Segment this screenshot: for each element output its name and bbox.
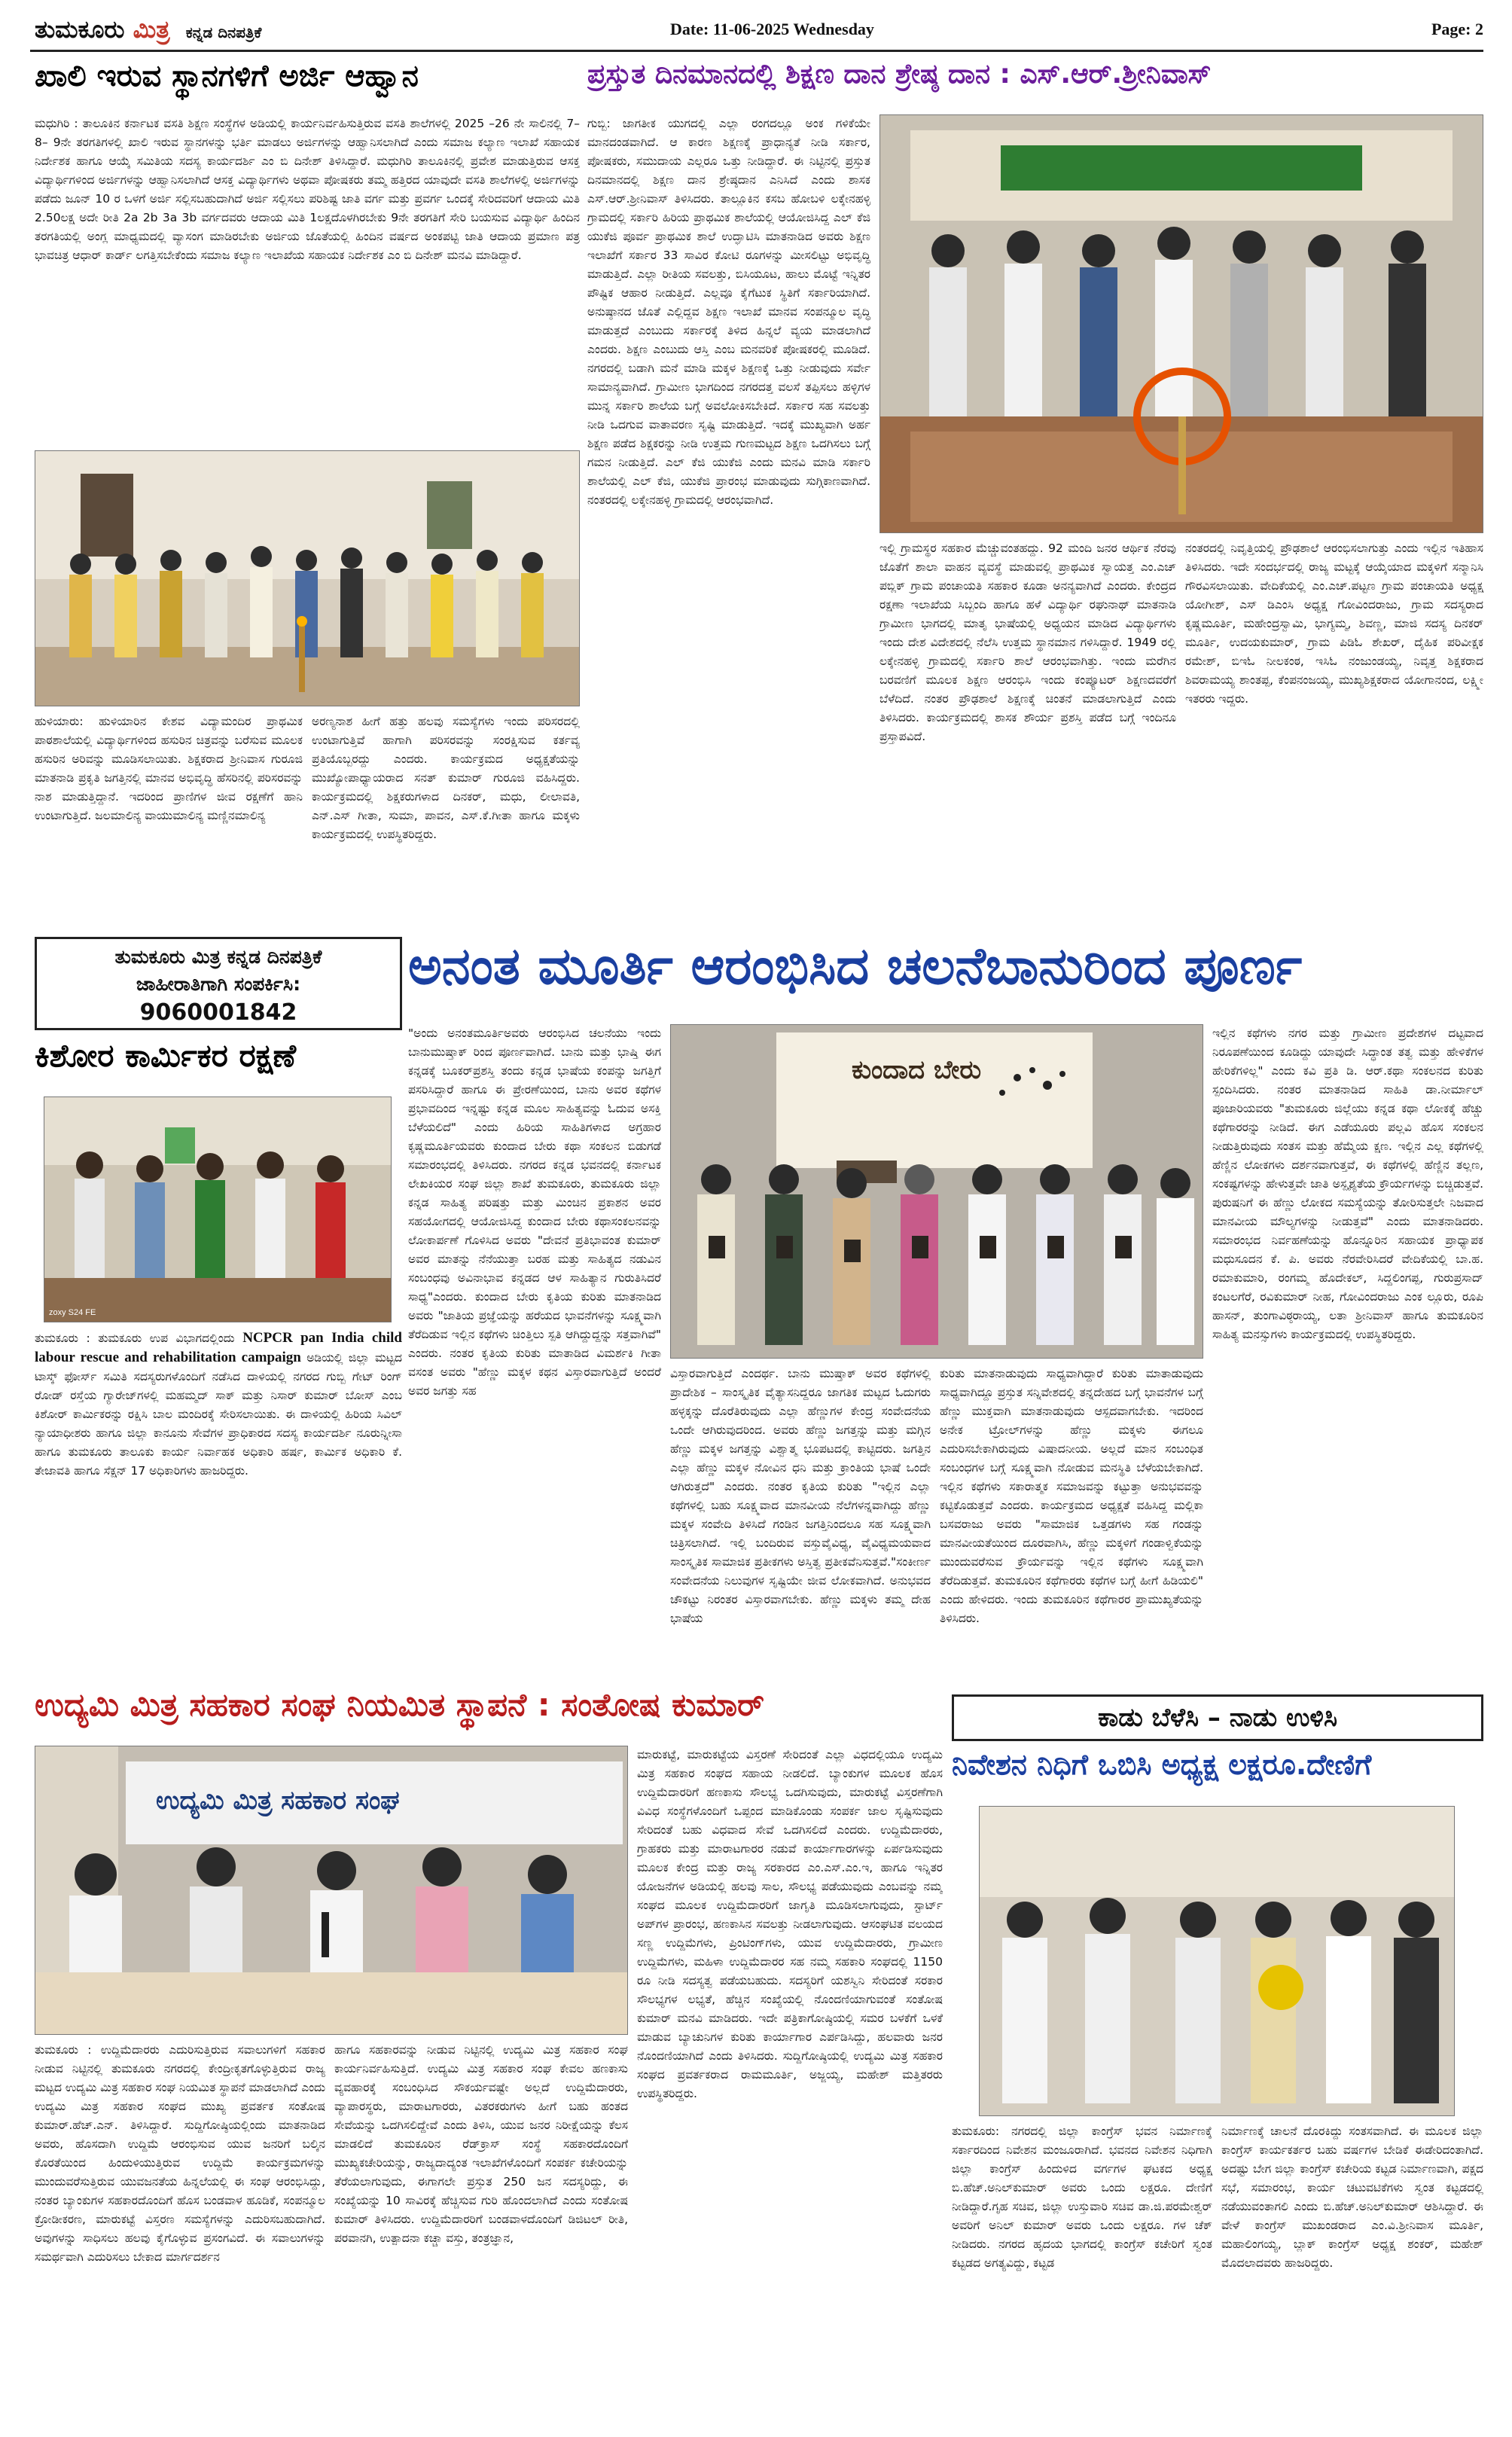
article5-col1: ತುಮಕೂರು : ಉದ್ದಿಮೆದಾರರು ಎದುರಿಸುತ್ತಿರುವ ಸವಾಲುಗಳಿಗೆ ಸಹಕಾರ ನೀಡುವ ನಿಟ್ಟಿನಲ್ಲಿ ತುಮಕೂರು ನಗರದಲ್ಲಿ ಕೇಂದ್ರೀಕೃತಗೊಳ್ಳುತ್ತಿರುವ ರಾಜ್ಯ ಮಟ್ಟದ ಉದ್ಯಮಿ ಮಿತ್ರ ಸಹಕಾರ ಸಂಘ ನಿಯಮಿತ ಸ್ಥಾಪನೆ ಮಾಡಲಾಗಿದೆ ಎಂದು ಉದ್ಯಮಿ ಮಿತ್ರ ಸಹಕಾರ ಸಂಘದ ಮುಖ್ಯ ಪ್ರವರ್ತಕ ಸಂತೋಷ ಕುಮಾರ್.ಹೆಚ್.ಎನ್. ತಿಳಿಸಿದ್ದಾರೆ. ಸುದ್ದಿಗೋಷ್ಠಿಯಲ್ಲಿಂದು ಮಾತನಾಡಿದ ಅವರು, ಹೊಸದಾಗಿ ಉದ್ದಿಮೆ ಆರಂಭಿಸುವ ಯುವ ಜನರಿಗೆ ಬಲ್ಕಿನ ಕೊರತೆಯಿಂದ ಹಿಂದುಳಿಯುತ್ತಿರುವ ಉದ್ದಿಮೆ ಕಾರ್ಯಕ್ರಮಗಳನ್ನು ಮುಂದುವರೆಸುತ್ತಿರುವ ಯುವಜನತೆಯ ಹಿನ್ನಲೆಯಲ್ಲಿ ಈ ಸಂಘ ಆರಂಭಿಸಿದ್ದು, ನಂತರ ಬ್ಯಾಂಕುಗಳ ಸಹಕಾರದೊಂದಿಗೆ ಹೊಸ ಬಂಡವಾಳ ಹೂಡಿಕೆ, ಸಂಪನ್ಮೂಲ ಕ್ರೋಡೀಕರಣ, ಮಾರುಕಟ್ಟೆ ವಿಸ್ತರಣ ಸಮಸ್ಯೆಗಳನ್ನು ಎದುರಿಸಬಹುದಾಗಿದೆ. ಅವುಗಳನ್ನು ಸಾಧಿಸಲು ಹಲವು ಕೈಗೊಳ್ಳುವ ಪ್ರಸಂಗವಿದೆ. ಈ ಸವಾಲುಗಳನ್ನು ಸಮರ್ಥವಾಗಿ ಎದುರಿಸಲು ಬೇಕಾದ ಮಾರ್ಗದರ್ಶನ [35, 2043, 325, 2264]
article4-col1: "ಅಂದು ಅನಂತಮೂರ್ತಿಅವರು ಆರಂಭಿಸಿದ ಚಲನೆಯು ಇಂದು ಬಾನುಮುಷ್ತಾಕ್ ರಿಂದ ಪೂರ್ಣವಾಗಿದೆ. ಬಾನು ಮತ್ತು ಭಾಷ್ತಿ ಈಗ ಕನ್ನಡಕ್ಕೆ ಬೂಕರ್‌ಪ್ರಶಸ್ತಿ ತಂದು ಕನ್ನಡ ಭಾಷೆಯ ಕಂಪನ್ನು ಜಗತ್ತಿಗೆ ಪಸರಿಸಿದ್ದಾರೆ ಹಾಗೂ ಈ ಪ್ರೇರಣೆಯಿಂದ, ಬಾನು ಅವರ ಕಥೆಗಳ ಪ್ರಭಾವದಿಂದ ಇನ್ನಷ್ಟು ಕನ್ನಡ ಮೂಲ ಸಾಹಿತ್ಯವನ್ನು ಓದುವ ಅಸಕ್ತಿ ಬೆಳೆಯಲಿದೆ" ಎಂದು ಹಿರಿಯ ಸಾಹಿತಿಗಳಾದ ಅಗ್ರಹಾರ ಕೃಷ್ಣಮೂರ್ತಿಯವರು ಕುಂದಾದ ಬೇರು ಕಥಾ ಸಂಕಲನ ಬಿಡುಗಡೆ ಸಮಾರಂಭದಲ್ಲಿ ತಿಳಿಸಿದರು. ನಗರದ ಕನ್ನಡ ಭವನದಲ್ಲಿ ಕರ್ನಾಟಕ ಲೇಖಕಿಯರ ಸಂಘ ಜಿಲ್ಲಾ ಶಾಖೆ ತುಮಕೂರು, ತುಮಕೂರು ಜಿಲ್ಲಾ ಕನ್ನಡ ಸಾಹಿತ್ಯ ಪರಿಷತ್ತು ಮತ್ತು ಮಿಂಚಿನ ಪ್ರಕಾಶನ ಅವರ ಸಹಯೋಗದಲ್ಲಿ ಆಯೋಜಿಸಿದ್ದ ಕುಂದಾದ ಬೇರು ಕಥಾಸಂಕಲನವನ್ನು ಲೋಕಾರ್ಪಣೆ ಗೊಳಿಸಿದ ಅವರು "ದೇವನೆ ಪ್ರತಿಭಾವಂತ ಕುಮಾರ್ ಅವರ ಮಾತನ್ನು ನೆನೆಯುತ್ತಾ ಬರಹ ಮತ್ತು ಸಾಹಿತ್ಯದ ನಡುವಿನ ಸಂಬಂಧವು ಅವಿನಾಭಾವ ಕನ್ನಡದ ಆಳ ಸಾಹಿತ್ಯಾನ ಗುರುತಿಸಿದರೆ ಸಾಧ್ಯ"ಎಂದರು. ಕುಂದಾದ ಬೇರು ಕೃತಿಯ ಕುರಿತು ಮಾತನಾಡಿದ ಅವರು "ಜಾತಿಯ ಪ್ರಜ್ಞೆಯನ್ನು ಹರೆಯದ ಭಾವನೆಗಳನ್ನು ಸೂಕ್ಷ್ಮವಾಗಿ ತೆರೆದಿಡುವ ಇಲ್ಲಿನ ಕಥೆಗಳು ಚಿಂತ್ತಿಲು ಸ್ಪತಿ ಆಗಿದ್ದುದ್ದನ್ನು ಸತ್ತವಾಗಿವೆ" ಎಂದರು. ನಂತರ ಕೃತಿಯ ಕುರಿತು ಮಾತಾಡಿದ ವಿಮರ್ಶಕಿ ಗೀತಾ ವಸಂತ ಅವರು "ಹೆಣ್ಣು ಮಕ್ಕಳ ಕಥನ ವಿಸ್ತಾರವಾಗುತ್ತಿದೆ ಅಂದರೆ ಅವರ ಜಗತ್ತು ಸಹ [408, 1026, 661, 1398]
article6-col1: ತುಮಕೂರು: ನಗರದಲ್ಲಿ ಜಿಲ್ಲಾ ಕಾಂಗ್ರೆಸ್ ಭವನ ನಿರ್ಮಾಣಕ್ಕೆ ಸರ್ಕಾರದಿಂದ ನಿವೇಶನ ಮಂಜೂರಾಗಿದೆ. ಭವನದ ನಿವೇಶನ ನಿಧಿಗಾಗಿ ಜಿಲ್ಲಾ ಕಾಂಗ್ರೆಸ್ ಹಿಂದುಳಿದ ವರ್ಗಗಳ ಘಟಕದ ಅಧ್ಯಕ್ಷ ಬಿ.ಹೆಚ್.ಅನಿಲ್‌ಕುಮಾರ್ ಅವರು ಒಂದು ಲಕ್ಷರೂ. ದೇಣಿಗೆ ನೀಡಿದ್ದಾರೆ.ಗೃಹ ಸಚಿವ, ಜಿಲ್ಲಾ ಉಸ್ತುವಾರಿ ಸಚಿವ ಡಾ.ಜಿ.ಪರಮೇಶ್ವರ್ ಅವರಿಗೆ ಅನಿಲ್ ಕುಮಾರ್ ಅವರು ಒಂದು ಲಕ್ಷರೂ. ಗಳ ಚೆಕ್ ನೀಡಿದರು. ನಗರದ ಹೃದಯ ಭಾಗದಲ್ಲಿ ಕಾಂಗ್ರೆಸ್ ಕಚೇರಿಗೆ ಸ್ವಂತ ಕಟ್ಟಡದ ಅಗತ್ಯವಿದ್ದು, ಕಟ್ಟಡ [952, 2124, 1212, 2270]
article3-photo-stamp: zoxy S24 FE [49, 1308, 96, 1317]
article6-col2: ನಿರ್ಮಾಣಕ್ಕೆ ಚಾಲನೆ ದೊರಕಿದ್ದು ಸಂತಸವಾಗಿದೆ. ಈ ಮೂಲಕ ಜಿಲ್ಲಾ ಕಾಂಗ್ರೆಸ್ ಕಾರ್ಯಕರ್ತರ ಬಹು ವರ್ಷಗಳ ಬೇಡಿಕೆ ಈಡೇರಿದಂತಾಗಿದೆ. ಅದಷ್ಟು ಬೇಗ ಜಿಲ್ಲಾ ಕಾಂಗ್ರೆಸ್ ಕಚೇರಿಯ ಕಟ್ಟಡ ನಿರ್ಮಾಣವಾಗಿ, ಪಕ್ಷದ ಸಭೆ, ಸಮಾರಂಭ, ಕಾರ್ಯ ಚಟುವಟಿಕೆಗಳು ಸ್ವಂತ ಕಟ್ಟಡದಲ್ಲಿ ನಡೆಯುವಂತಾಗಲಿ ಎಂದು ಬಿ.ಹೆಚ್.ಅನಿಲ್‌ಕುಮಾರ್ ಆಶಿಸಿದ್ದಾರೆ. ಈ ವೇಳೆ ಕಾಂಗ್ರೆಸ್ ಮುಖಂಡರಾದ ಎಂ.ವಿ.ಶ್ರೀನಿವಾಸ ಮೂರ್ತಿ, ಮಹಾಲಿಂಗಯ್ಯ, ಬ್ಲಾಕ್ ಕಾಂಗ್ರೆಸ್ ಅಧ್ಯಕ್ಷ ಶಂಕರ್, ಮಹೇಶ್ ಮೊದಲಾದವರು ಹಾಜರಿದ್ದರು. [1221, 2124, 1483, 2270]
article6-headline: ನಿವೇಶನ ನಿಧಿಗೆ ಒಬಿಸಿ ಅಧ್ಯಕ್ಷ ಲಕ್ಷರೂ.ದೇಣಿಗೆ [952, 1750, 1372, 1781]
donation-handover-photo [980, 1807, 1455, 2116]
article4-banner-text: ಕುಂದಾದ ಬೇರು [852, 1055, 982, 1085]
article1-col2: ಅರಣ್ಯನಾಶ ಹೀಗೆ ಹತ್ತು ಹಲವು ಸಮಸ್ಯೆಗಳು ಇಂದು ಪರಿಸರದಲ್ಲಿ ಉಂಟಾಗುತ್ತಿವೆ ಹಾಗಾಗಿ ಪರಿಸರವನ್ನು ಸಂರಕ್ಷಿಸುವ ಕರ್ತವ್ಯ ಪ್ರತಿಯೊಬ್ಬರದ್ದು ಎಂದರು. ಕಾರ್ಯಕ್ರಮದ ಅಧ್ಯಕ್ಷತೆಯನ್ನು ಮುಖ್ಯೋಪಾಧ್ಯಾಯರಾದ ಸನತ್ ಕುಮಾರ್ ಗುರೂಜಿ ವಹಿಸಿದ್ದರು. ಕಾರ್ಯಕ್ರಮದಲ್ಲಿ ಶಿಕ್ಷಕರುಗಳಾದ ದಿನಕರ್, ಮಧು, ಲೀಲಾವತಿ, ಎನ್.ಎಸ್ ಗೀತಾ, ಸುಮಾ, ಪಾವನ, ಎಸ್.ಕೆ.ಗೀತಾ ಹಾಗೂ ಮಕ್ಕಳು ಕಾರ್ಯಕ್ರಮದಲ್ಲಿ ಉಪಸ್ಥಿತರಿದ್ದರು. [312, 715, 580, 841]
brand-main: ತುಮಕೂರು [35, 15, 125, 44]
article2-col2: ಇಲ್ಲಿ ಗ್ರಾಮಸ್ಥರ ಸಹಕಾರ ಮೆಚ್ಚುವಂತಹದ್ದು. 92 ಮಂದಿ ಜನರ ಆರ್ಥಿಕ ನೆರವು ಜೊತೆಗೆ ಶಾಲಾ ವಾಹನ ವ್ಯವಸ್ಥೆ ಮಾಡುವಲ್ಲಿ ಪ್ರಾಥಮಿಕ ಸ್ವಾಯತ್ತ ಎಂ.ಎಚ್ ಪಬ್ಲಿಕ್ ಗ್ರಾಮ ಪಂಚಾಯತಿ ಸಹಕಾರ ಕೂಡಾ ಅನನ್ಯವಾಗಿದೆ ಎಂದರು. ಕೇಂದ್ರದ ರಕ್ಷಣಾ ಇಲಾಖೆಯ ಸಿಬ್ಬಂದಿ ಹಾಗೂ ಹಳೆ ವಿದ್ಯಾರ್ಥಿ ರಘುನಾಥ್ ಮಾತನಾಡಿ ಗ್ರಾಮೀಣ ಭಾಗದಲ್ಲಿ ಮಾತೃ ಭಾಷೆಯಲ್ಲಿ ಅಧ್ಯಯನ ಮಾಡಿದ ವಿದ್ಯಾರ್ಥಿಗಳು ಇಂದು ದೇಶ ವಿದೇಶದಲ್ಲಿ ನೆಲೆಸಿ ಉತ್ತಮ ಸ್ಥಾನಮಾನ ಗಳಿಸಿದ್ದಾರೆ. 1949 ರಲ್ಲಿ ಲಕ್ಕೇನಹಳ್ಳಿ ಗ್ರಾಮದಲ್ಲಿ ಸರ್ಕಾರಿ ಶಾಲೆ ಆರಂಭವಾಗಿತ್ತು. ಇಂದು ಮರೆಗಿನ ಬರವಣಿಗೆ ಮೂಲಕ ಶಿಕ್ಷಣ ಆರಂಭಿಸಿ ಇಂದು ಕಂಪ್ಯೂಟರ್ ಶಿಕ್ಷಣದವರೆಗೆ ಬೆಳೆದಿದೆ. ನಂತರ ಪ್ರೌಢಶಾಲೆ ಶಿಕ್ಷಣಕ್ಕೆ ಚಿಂತನೆ ಮಾಡಲಾಗುತ್ತಿದೆ ಎಂದು ತಿಳಿಸಿದರು. ಕಾರ್ಯಕ್ರಮದಲ್ಲಿ ಶಾಸಕ ಶೌರ್ಯ ಪ್ರಶಸ್ತಿ ಪಡೆದ ಬಗ್ಗೆ ಇಂದಿನೂ ಪ್ರಸ್ತಾಪವಿದೆ. [879, 541, 1176, 743]
slogan-text: ಕಾಡು ಬೆಳೆಸಿ – ನಾಡು ಉಳಿಸಿ [1097, 1703, 1338, 1733]
article4-col4: ಇಲ್ಲಿನ ಕಥೆಗಳು ನಗರ ಮತ್ತು ಗ್ರಾಮೀಣ ಪ್ರದೇಶಗಳ ದಟ್ಟವಾದ ನಿರೂಪಣೆಯಿಂದ ಕೂಡಿದ್ದು ಯಾವುದೇ ಸಿದ್ಧಾಂತ ತತ್ವ ಮತ್ತು ಹೇಳಿಕೆಗಳ ಹೇರಿಕೆಗಳಿಲ್ಲ" ಎಂದು ಕವಿ ಪ್ರತಿ ಡಿ. ಆರ್.ಕಥಾ ಸಂಕಲನದ ಕುರಿತು ಸ್ಪಂದಿಸಿದರು. ನಂತರ ಮಾತನಾಡಿದ ಸಾಹಿತಿ ಡಾ.ನೀರ್ಮಾಲ್ ಪೂಜಾರಿಯವರು "ತುಮಕೂರು ಜಿಲ್ಲೆಯು ಕನ್ನಡ ಕಥಾ ಲೋಕಕ್ಕೆ ಹೆಚ್ಚು ಕಥೆಗಾರರನ್ನು ನೀಡಿದೆ. ಈಗ ಎಡೆಯೂರು ಪಲ್ಲವಿ ಹೊಸ ಸಂಕಲನ ನೀಡುತ್ತಿರುವುದು ಸಂತಸ ಮತ್ತು ಹೆಮ್ಮೆಯ ಕ್ಷಣ. ಇಲ್ಲಿನ ಎಲ್ಲ ಕಥೆಗಳಲ್ಲಿ ಹೆಣ್ಣಿನ ಲೋಕಗಳು ದರ್ಶನವಾಗುತ್ತವೆ, ಈ ಕಥೆಗಳಲ್ಲಿ ಹೆಣ್ಣಿನ ತಲ್ಲಣ, ಸಂಕಷ್ಟಗಳನ್ನು ಹೇಳುತ್ತವೇ ಜಾತಿ ಅಸ್ಪೃಶ್ಯತೆಯ ಕ್ರೌರ್ಯಗಳನ್ನು ಬಿಚ್ಚಿಡುತ್ತವೆ. ಪುರುಷನಿಗೆ ಈ ಹೆಣ್ಣು ಲೋಕದ ಸಮಸ್ಯೆಯನ್ನು ತೋರಿಸುತ್ತಲೇ ನಿಜವಾದ ಮಾನವೀಯ ಮೌಲ್ಯಗಳನ್ನು ನೀಡುತ್ತವೆ" ಎಂದು ಮಾತನಾಡಿದರು. ಸಮಾರಂಭದ ನಿರ್ವಹಣೆಯನ್ನು ಹೊನ್ನೂರಿನ ಸಹಾಯಕ ಪ್ರಾಧ್ಯಾಪಕ ಮಧುಸೂದನ ಕೆ. ಪಿ. ಅವರು ನೆರವೇರಿಸಿದರೆ ವೇದಿಕೆಯಲ್ಲಿ ಬಾ.ಹ. ರಮಾಕುಮಾರಿ, ರಂಗಮ್ಮ ಹೊದೇಕಲ್, ಸಿದ್ದಲಿಂಗಪ್ಪ, ಗುರುಪ್ರಸಾದ್ ಕಂಟಲಗೆರೆ, ರವಿಕುಮಾರ್ ನೀಹ, ಗೋವಿಂದರಾಜು ಎಂಕ ಲ್ಲೂರು, ರೂಪಿ ಹಾಸನ್, ತುಂಗಾವಿಠ್ಠರಾಯ್ಯ, ಲತಾ ಶ್ರೀನಿವಾಸ್ ಹಾಗೂ ತುಮಕೂರಿನ ಸಾಹಿತ್ಯ ಮನಸ್ಸುಗಳು ಕಾರ್ಯಕ್ರಮದಲ್ಲಿ ಉಪಸ್ಥಿತರಿದ್ದರು. [1212, 1026, 1483, 1341]
article4-photo [670, 1024, 1203, 1359]
article2-col1: ಗುಬ್ಬಿ: ಜಾಗತೀಕ ಯುಗದಲ್ಲಿ ಎಲ್ಲಾ ರಂಗದಲ್ಲೂ ಅಂಕ ಗಳಿಕೆಯೇ ಮಾನದಂಡವಾಗಿದೆ. ಆ ಕಾರಣ ಶಿಕ್ಷಣಕ್ಕೆ ಪ್ರಾಧಾನ್ಯತೆ ನೀಡಿ ಸರ್ಕಾರ, ಪೋಷಕರು, ಸಮುದಾಯ ಎಲ್ಲರೂ ಒತ್ತು ನೀಡಿದ್ದಾರೆ. ಈ ನಿಟ್ಟಿನಲ್ಲಿ ಪ್ರಸ್ತುತ ದಿನಮಾನದಲ್ಲಿ ಶಿಕ್ಷಣ ದಾನ ಶ್ರೇಷ್ಠದಾನ ಎನಿಸಿದೆ ಎಂದು ಶಾಸಕ ಎಸ್.ಆರ್.ಶ್ರೀನಿವಾಸ್ ತಿಳಿಸಿದರು. ತಾಲ್ಲೂಕಿನ ಕಸಬ ಹೋಬಳಿ ಲಕ್ಕೇನಹಳ್ಳಿ ಗ್ರಾಮದಲ್ಲಿ ಸರ್ಕಾರಿ ಹಿರಿಯ ಪ್ರಾಥಮಿಕ ಶಾಲೆಯಲ್ಲಿ ಆಯೋಜಿಸಿದ್ದ ಎಲ್ ಕೆಜಿ ಯುಕೆಜಿ ಪೂರ್ವ ಪ್ರಾಥಮಿಕ ಶಾಲೆ ಉದ್ಘಾಟಿಸಿ ಮಾತನಾಡಿದ ಅವರು ಶಿಕ್ಷಣ ಇಲಾಖೆಗೆ ಸರ್ಕಾರ 33 ಸಾವಿರ ಕೋಟಿ ರೂಗಳನ್ನು ಮೀಸಲಿಟ್ಟು ಅಭಿವೃದ್ಧಿ ಮಾಡುತ್ತಿದೆ. ಎಲ್ಲಾ ರೀತಿಯ ಸವಲತ್ತು, ಬಿಸಿಯೂಟ, ಹಾಲು ಮೊಟ್ಟೆ ಇನ್ನಿತರ ಪೌಷ್ಟಿಕ ಆಹಾರ ನೀಡುತ್ತಿದೆ. ಎಲ್ಲವೂ ಕೈಗೆಟುಕ ಸ್ಥಿತಿಗೆ ಸರ್ಕಾರಿಯಾಗಿದೆ. ಅನುಷ್ಠಾನದ ಜೊತೆ ಎಲ್ಲಿದ್ದವ ಶಿಕ್ಷಣ ಇಲಾಖೆ ಮಾನವ ಸಂಪನ್ಮೂಲ ವೃದ್ಧಿ ಮಾಡುತ್ತದೆ ಎಂಬುದು ಸರ್ಕಾರಕ್ಕೆ ತಿಳಿದ ಹಿನ್ನಲೆ ವ್ಯಯ ಮಾಡಲಾಗಿದೆ ಎಂದರು. ಶಿಕ್ಷಣ ಎಂಬುದು ಆಸ್ತಿ ಎಂಬ ಮನವರಿಕೆ ಪೋಷಕರಲ್ಲಿ ಮೂಡಿದೆ. ನಗರದಲ್ಲಿ ಬಡಾಗಿ ಮನೆ ಮಾಡಿ ಮಕ್ಕಳ ಶಿಕ್ಷಣಕ್ಕೆ ಒತ್ತು ನೀಡುವುದು ಸರ್ವೇ ಸಾಮಾನ್ಯವಾಗಿದೆ. ಗ್ರಾಮೀಣ ಭಾಗದಿಂದ ನಗರದತ್ತ ವಲಸೆ ತಪ್ಪಿಸಲು ಹಳ್ಳಿಗಳ ಮುನ್ನ ಸರ್ಕಾರಿ ಶಾಲೆಯ ಬಗ್ಗೆ ಅವಲೋಕಿಸಬೇಕಿದೆ. ಸರ್ಕಾರ ಸಹ ಸವಲತ್ತು ನೀಡಿ ಒದಗುವ ವಾತಾವರಣ ಸೃಷ್ಟಿ ಮಾಡುತ್ತಿದೆ. ಇದಕ್ಕೆ ಮುಖ್ಯವಾಗಿ ಅರ್ಹ ಶಿಕ್ಷಣ ಪಡೆದ ಶಿಕ್ಷಕರನ್ನು ನೀಡಿ ಉತ್ತಮ ಗುಣಮಟ್ಟದ ಶಿಕ್ಷಣ ಒದಗಿಸಲು ಬಗ್ಗೆ ಗಮನ ನೀಡುತ್ತಿದೆ. ಎಲ್ ಕೆಜಿ ಯುಕೆಜಿ ಎಂದು ಮನವಿ ಮಾಡಿ ಸರ್ಕಾರಿ ಶಾಲೆಯಲ್ಲಿ ಎಲ್ ಕೆಜಿ, ಯುಕೆಜಿ ಪ್ರಾರಂಭ ಮಾಡುವುದು ಸುಗ್ಗಿಕಾಣವಾಗಿದೆ. ನಂತರದಲ್ಲಿ ಲಕ್ಕೇನಹಳ್ಳಿ ಗ್ರಾಮದಲ್ಲಿ ಆರಂಭವಾಗಿದೆ. [587, 117, 870, 507]
article1-photo [35, 450, 580, 706]
article3-text-bold: NCPCR pan India child labour rescue and rehabilitation campaign [35, 1330, 402, 1365]
slogan-box [952, 1694, 1483, 1741]
article3-photo [44, 1096, 392, 1322]
article2-headline: ಪ್ರಸ್ತುತ ದಿನಮಾನದಲ್ಲಿ ಶಿಕ್ಷಣ ದಾನ ಶ್ರೇಷ್ಠ ದಾನ : ಎಸ್.ಆರ್.ಶ್ರೀನಿವಾಸ್ [587, 60, 1212, 90]
article4-col2: ವಿಸ್ತಾರವಾಗುತ್ತಿದೆ ಎಂದರ್ಥ. ಬಾನು ಮುಷ್ತಾಕ್ ಅವರ ಕಥೆಗಳಲ್ಲಿ ಪ್ರಾದೇಶಿಕ – ಸಾಂಸ್ಕೃತಿಕ ವೈತ್ಯಾಸನಿದ್ದರೂ ಜಾಗತಿಕ ಮಟ್ಟದ ಓದುಗರು ಹಳ್ಳಕ್ಕನ್ನು ದೊರೆತಿರುವುದು ಎಲ್ಲಾ ಹೆಣ್ಣುಗಳ ಕೇಂದ್ರ ಸಂವೇದನೆಯ ಒಂದೇ ಆಗಿರುವುದರಿಂದ. ಅವರು ಹೆಣ್ಣು ಜಗತ್ತನ್ನು ಮತ್ತು ಮಗ್ಗಿನ ಹೆಣ್ಣು ಮಕ್ಕಳ ಜಗತ್ತನ್ನು ವಿಶ್ವಾತ್ಮ ಭೂಪಟದಲ್ಲಿ ಕಾಟ್ಟಿದರು. ಜಗತ್ತಿನ ಎಲ್ಲಾ ಹೆಣ್ಣು ಮಕ್ಕಳ ನೋವಿನ ಧನಿ ಮತ್ತು ಕ್ರಾಂತಿಯ ಭಾಷೆ ಒಂದೇ ಆಗಿರುತ್ತದೆ" ಎಂದರು. ನಂತರ ಕೃತಿಯ ಕುರಿತು "ಇಲ್ಲಿನ ಎಲ್ಲಾ ಕಥೆಗಳಲ್ಲಿ ಬಹು ಸೂಕ್ಷ್ಮವಾದ ಮಾನವೀಯ ನೆಲೆಗಳನ್ನವಾಗಿದ್ದು ಹೆಣ್ಣು ಮಕ್ಕಳ ಸಂವೇದಿ ತಿಳಿಸಿದೆ ಗಂಡಿನ ಜಗತ್ತಿನಿಂದಲೂ ಸಹ ಸೂಕ್ಷ್ಮವಾಗಿ ಚಿತ್ರಿಸಲಾಗಿದೆ. ಇಲ್ಲಿ ಬಂದಿರುವ ವಸ್ತುವೈವಿಧ್ಯ, ವೈವಿಧ್ಯಮಯವಾದ ಸಾಂಸ್ಕೃತಿಕ ಸಾಮಾಜಿಕ ಪ್ರತೀಕಗಳು ಅಸ್ತಿತ್ವ ಪ್ರತೀಕವೆನಿಸುತ್ತವೆ."ಸಂಕೀರ್ಣ ಸಂವೇದನೆಯ ನಿಲುವುಗಳ ಸೃಷ್ಟಿಯೇ ಜೀವ ಲೋಕವಾಗಿದೆ. ಅನುಭವದ ಚೌಕಟ್ಟು ನಿರಂತರ ವಿಸ್ತಾರವಾಗಬೇಕು. ಹೆಣ್ಣು ಮಕ್ಕಳು ತಮ್ಮ ದೇಹ ಭಾಷೆಯ [670, 1367, 931, 1625]
article5-col3: ಮಾರುಕಟ್ಟೆ, ಮಾರುಕಟ್ಟೆಯ ವಿಸ್ತರಣೆ ಸೇರಿದಂತೆ ಎಲ್ಲಾ ವಿಧದಲ್ಲಿಯೂ ಉದ್ಯಮಿ ಮಿತ್ರ ಸಹಕಾರ ಸಂಘದ ಸಹಾಯ ನೀಡಲಿದೆ. ಬ್ಯಾಂಕುಗಳ ಮೂಲಕ ಹೊಸ ಉದ್ದಿಮೆದಾರರಿಗೆ ಹಣಕಾಸು ಸೌಲಭ್ಯ ಒದಗಿಸುವುದು, ಮಾರುಕಟ್ಟೆ ವಿಸ್ತರಣೆಗಾಗಿ ವಿವಿಧ ಸಂಸ್ಥೆಗಳೊಂದಿಗೆ ಒಪ್ಪಂದ ಮಾಡಿಕೊಂಡು ಸಂಪರ್ಕ ಜಾಲ ಸೃಷ್ಟಿಸುವುದು ಸೇರಿದಂತೆ ಬಹು ವಿಧವಾದ ಸೇವೆ ಒದಗಿಸಲಿದೆ ಎಂದರು. ಉದ್ದಿಮೆದಾರರು, ಗ್ರಾಹಕರು ಮತ್ತು ಮಾರಾಟಗಾರರ ನಡುವೆ ಕಾರ್ಯಾಗಾರಗಳನ್ನು ಏರ್ಪಡಿಸುವುದು ಮೂಲಕ ಕೇಂದ್ರ ಮತ್ತು ರಾಜ್ಯ ಸರಕಾರದ ಎಂ.ಎಸ್.ಎಂ.ಇ, ಹಾಗೂ ಇನ್ನಿತರ ಯೋಜನೆಗಳ ಅಡಿಯಲ್ಲಿ ಹಲವು ಸಾಲ, ಸೌಲಭ್ಯ ಪಡೆಯುವುದು ಎಂಬವನ್ನು ನಮ್ಮ ಸಂಘದ ಮೂಲಕ ಉದ್ದಿಮೆದಾರರಿಗೆ ಜಾಗೃತಿ ಮೂಡಿಸಲಾಗುವುದು, ಸ್ಟಾರ್ಟ್ ಅಪ್‌ಗಳ ಪ್ರಾರಂಭ, ಹಣಕಾಸಿನ ಸವಲತ್ತು ನೀಡಲಾಗುವುದು. ಆಸಂಘಟಿತ ವಲಯದ ಸಣ್ಣ ಉದ್ದಿಮೆಗಳು, ಪ್ರಿಂಟಿಂಗ್‌ಗಳು, ಯುವ ಉದ್ದಿಮೆದಾರರು, ಗ್ರಾಮೀಣ ಉದ್ದಿಮೆಗಳು, ಮಹಿಳಾ ಉದ್ದಿಮೆದಾರರ ಸಹ ನಮ್ಮ ಸಹಕಾರಿ ಸಂಘದಲ್ಲಿ 1150 ರೂ ನೀಡಿ ಸದಸ್ಯತ್ವ ಪಡೆಯಬಹುದು. ಸದಸ್ಯರಿಗೆ ಯಶಸ್ವಿನಿ ಸೇರಿದಂತೆ ಸರಕಾರ ಸೌಲಭ್ಯಗಳ ಲಭ್ಯತೆ, ಹೆಚ್ಚಿನ ಸಂಖ್ಯೆಯಲ್ಲಿ ನೊಂದಣಿಯಾಗುವಂತೆ ಸಂತೋಷ ಕುಮಾರ್ ಮನವಿ ಮಾಡಿದರು. ಇದೇ ಪತ್ರಿಕಾಗೋಷ್ಠಿಯಲ್ಲಿ ಸಮರ ಬಳಕೆಗೆ ಒಳಕೆ ಮಾಡುವ ಬ್ಯಾಚುನಿಗಳ ಕುರಿತು ಕಾರ್ಯಾಗಾರ ಎರ್ಪಡಿಸಿದ್ದು, ಹಲವಾರು ಜನರ ನೊಂದಣಿಯಾಗಿದೆ ಎಂದು ತಿಳಿಸಿದರು. ಸುದ್ದಿಗೋಷ್ಠಿಯಲ್ಲಿ ಉದ್ಯಮಿ ಮಿತ್ರ ಸಹಕಾರ ಸಂಘದ ಪ್ರವರ್ತಕರಾದ ರಾಮಮೂರ್ತಿ, ಅಜ್ಜಯ್ಯ, ಮಹೇಶ್ ಮತ್ತಿತರರು ಉಪಸ್ಥಿತರಿದ್ದರು. [637, 1748, 943, 2100]
article5-headline: ಉದ್ಯಮಿ ಮಿತ್ರ ಸಹಕಾರ ಸಂಘ ನಿಯಮಿತ ಸ್ಥಾಪನೆ : ಸಂತೋಷ ಕುಮಾರ್ [35, 1688, 764, 1723]
article3-text-plain2: ಅಡಿಯಲ್ಲಿ ಜಿಲ್ಲಾ ಮಟ್ಟದ ಟಾಸ್ಕ್ ಫೋರ್ಸ್ ಸಮಿತಿ ಸದಸ್ಯರುಗಳೊಂದಿಗೆ ನಡೆಸಿದ ದಾಳಿಯಲ್ಲಿ ನಗರದ ಗುಬ್ಬಿ ಗೇಟ್ ರಿಂಗ್ ರೋಡ್ ರಸ್ತೆಯ ಗ್ಯಾರೇಜ್‌ಗಳಲ್ಲಿ ಮಹಮ್ಮದ್ ಸಾಕ್ ಮತ್ತು ನಿಸಾರ್ ಕುಮಾರ್ ಬೋಸ್ ಎಂಬ ಕಿಶೋರ್ ಕಾರ್ಮಿಕರನ್ನು ರಕ್ಷಿಸಿ ಬಾಲ ಮಂದಿರಕ್ಕೆ ಸೇರಿಸಲಾಯಿತು. ಈ ದಾಳಿಯಲ್ಲಿ ಹಿರಿಯ ಸಿವಿಲ್ ನ್ಯಾಯಾಧೀಶರು ಹಾಗೂ ಜಿಲ್ಲಾ ಕಾನೂನು ಸೇವೆಗಳ ಪ್ರಾಧಿಕಾರದ ಸದಸ್ಯ ಕಾರ್ಯದರ್ಶಿ ನೂರುನ್ನೀಸಾ ಹಾಗೂ ತುಮಕೂರು ತಾಲೂಕು ಕಾರ್ಯ ನಿರ್ವಾಹಕ ಅಧಿಕಾರಿ ಹರ್ಷ, ಕಾರ್ಮಿಕ ಅಧಿಕಾರಿ ಕೆ. ತೇಜಾವತಿ ಹಾಗೂ ಸೆಕ್ಷನ್ 17 ಅಧಿಕಾರಿಗಳು ಹಾಜರಿದ್ದರು. [35, 1351, 402, 1478]
brand-accent: ಮಿತ್ರ [133, 15, 170, 44]
article1-lead: ಮಧುಗಿರಿ : ತಾಲೂಕಿನ ಕರ್ನಾಟಕ ವಸತಿ ಶಿಕ್ಷಣ ಸಂಸ್ಥೆಗಳ ಅಡಿಯಲ್ಲಿ ಕಾರ್ಯನಿರ್ವಹಿಸುತ್ತಿರುವ ವಸತಿ ಶಾಲೆಗಳಲ್ಲಿ 2025 –26 ನೇ ಸಾಲಿನಲ್ಲಿ 7– 8– 9ನೇ ತರಗತಿಗಳಲ್ಲಿ ಖಾಲಿ ಇರುವ ಸ್ಥಾನಗಳನ್ನು ಭರ್ತಿ ಮಾಡಲು ಅರ್ಜಿಗಳನ್ನು ಆಹ್ವಾನಿಸಲಾಗಿದೆ ಎಂದು ಸಮಾಜ ಕಲ್ಯಾಣ ಇಲಾಖೆ ಸಹಾಯಕ ನಿರ್ದೇಶಕ ಹಾಗೂ ಆಯ್ಕೆ ಸಮಿತಿಯ ಸದಸ್ಯ ಕಾರ್ಯದರ್ಶಿ ಎಂ ಬಿ ದಿನೇಶ್ ತಿಳಿಸಿದ್ದಾರೆ. ಮಧುಗಿರಿ ತಾಲೂಕಿನಲ್ಲಿ ಪ್ರವೇಶ ಮಾಡುತ್ತಿರುವ ಆಸಕ್ತ ವಿದ್ಯಾರ್ಥಿಗಳಿಂದ ಅರ್ಜಿಗಳನ್ನು ಆಹ್ವಾನಿಸಲಾಗಿದೆ ಆಸಕ್ತ ವಿದ್ಯಾರ್ಥಿಗಳು ಅಥವಾ ಪೋಷಕರು ತಮ್ಮ ಹತ್ತಿರದ ಯಾವುದೇ ವಸತಿ ಶಾಲೆಗಳಲ್ಲಿ ಅರ್ಜಿಗಳನ್ನು ಪಡೆದು ಜೂನ್ 10 ರ ಒಳಗೆ ಅರ್ಜಿ ಸಲ್ಲಿಸಬಹುದಾಗಿದೆ ಅರ್ಜಿ ಸಲ್ಲಿಸಲು ಪರಿಶಿಷ್ಟ ಜಾತಿ ವರ್ಗ ಮತ್ತು ಪ್ರವರ್ಗ ಒಂದಕ್ಕೆ ಸೇರಿದವರಿಗೆ ಆದಾಯ ಮಿತಿ 2.50ಲಕ್ಷ ಅದೇ ರೀತಿ 2a 2b 3a 3b ವರ್ಗದವರು ಆದಾಯ ಮಿತಿ 1ಲಕ್ಷದೊಳಗಿರಬೇಕು 9ನೇ ತರಗತಿಗೆ ಸೇರಿ ಬಯಸುವ ವಿದ್ಯಾರ್ಥಿ ಹಿಂದಿನ ತರಗತಿಯಲ್ಲಿ ಅಂಗ್ಲ ಮಾಧ್ಯಮದಲ್ಲಿ ವ್ಯಾಸಂಗ ಮಾಡಿರಬೇಕು ಅರ್ಜಿಯ ಜೊತೆಯಲ್ಲಿ ಹಿಂದಿನ ವರ್ಷದ ಅಂಕಪಟ್ಟಿ ಜಾತಿ ಆದಾಯ ಪ್ರಮಾಣ ಪತ್ರ ಭಾವಚಿತ್ರ ಆಧಾರ್ ಕಾರ್ಡ್ ಲಗತ್ತಿಸಬೇಕೆಂದು ಸಮಾಜ ಕಲ್ಯಾಣ ಇಲಾಖೆಯ ಸಹಾಯಕ ನಿರ್ದೇಶಕ ಎಂ ಬಿ ದಿನೇಶ್ ಮನವಿ ಮಾಡಿದ್ದಾರೆ. [35, 117, 580, 262]
ad-line2: ಜಾಹೀರಾತಿಗಾಗಿ ಸಂಪರ್ಕಿಸಿ: [136, 973, 301, 995]
article3-text [35, 1328, 402, 1682]
issue-date: Date: 11-06-2025 Wednesday [670, 20, 874, 38]
article5-photo [35, 1746, 628, 2035]
article5-banner-text: ಉದ್ಯಮಿ ಮಿತ್ರ ಸಹಕಾರ ಸಂಘ [156, 1786, 400, 1816]
article2-col3: ನಂತರದಲ್ಲಿ ನಿವೃತ್ತಿಯಲ್ಲಿ ಪ್ರೌಢಶಾಲೆ ಆರಂಭಿಸಲಾಗುತ್ತು ಎಂದು ಇಲ್ಲಿನ ಇತಿಹಾಸ ತಿಳಿಸಿದರು. ಇದೇ ಸಂದರ್ಭದಲ್ಲಿ ರಾಜ್ಯ ಮಟ್ಟಕ್ಕೆ ಆಯ್ಕೆಯಾದ ಮಕ್ಕಳಿಗೆ ಸನ್ಮಾನಿಸಿ ಗೌರವಿಸಲಾಯಿತು. ವೇದಿಕೆಯಲ್ಲಿ ಎಂ.ಎಚ್.ಪಟ್ಟಣ ಗ್ರಾಮ ಪಂಚಾಯತಿ ಅಧ್ಯಕ್ಷ ಯೋಗೀಶ್, ಎಸ್ ಡಿಎಂಸಿ ಅಧ್ಯಕ್ಷ ಗೋವಿಂದರಾಜು, ಗ್ರಾಮ ಸದಸ್ಯರಾದ ಕೃಷ್ಣಮೂರ್ತಿ, ಮಹೇಂದ್ರಸ್ವಾಮಿ, ಭಾಗ್ಯಮ್ಮ, ಶಿವಣ್ಣ, ಮಾಜಿ ಸದಸ್ಯ ದಿನಕರ್ ಮೂರ್ತಿ, ಉದಯಕುಮಾರ್, ಗ್ರಾಮ ಪಿಡಿಓ ಶೇಖರ್, ದೈಹಿಕ ಪರಿವೀಕ್ಷಕ ರಮೇಶ್, ಬಿಇಓ ನೀಲಕಂಠ, ಇಸಿಓ ನಂಜುಂಡಯ್ಯ, ನಿವೃತ್ತ ಶಿಕ್ಷಕರಾದ ಶಿವರಾಮಯ್ಯ ಶಾಂತಪ್ಪ, ಕೆಂಪನಂಜಯ್ಯ, ಮುಖ್ಯಶಿಕ್ಷಕರಾದ ಯೋಗಾನಂದ, ಲಕ್ಷ್ಮೀ ಇತರರು ಇದ್ದರು. [1185, 541, 1483, 706]
brand-logo [35, 15, 486, 48]
inauguration-photo [880, 115, 1483, 533]
article5-col2: ಹಾಗೂ ಸಹಕಾರವನ್ನು ನೀಡುವ ನಿಟ್ಟಿನಲ್ಲಿ ಉದ್ಯಮಿ ಮಿತ್ರ ಸಹಕಾರ ಸಂಘ ಕಾರ್ಯನಿರ್ವಹಿಸುತ್ತಿದೆ. ಉದ್ಯಮಿ ಮಿತ್ರ ಸಹಕಾರ ಸಂಘ ಕೇವಲ ಹಣಕಾಸು ವ್ಯವಹಾರಕ್ಕೆ ಸಂಬಂಧಿಸಿದ ಸೌಕರ್ಯವಷ್ಟೇ ಅಲ್ಲದೆ ಉದ್ದಿಮೆದಾರರು, ವ್ಯಾಪಾರಸ್ಥರು, ಮಾರಾಟಗಾರರು, ವಿತರಕರುಗಳು ಹೀಗೆ ಬಹು ಹಂತದ ಸೇವೆಯನ್ನು ಒದಗಿಸಲಿದ್ದೇವೆ ಎಂದು ತಿಳಿಸಿ, ಯುವ ಜನರ ನಿರೀಕ್ಷೆಯನ್ನು ಕೆಲಸ ಮಾಡಲಿದೆ ತುಮಕೂರಿನ ರೆಡ್‌ಕ್ರಾಸ್ ಸಂಸ್ಥೆ ಸಹಕಾರದೊಂದಿಗೆ ಮುಖ್ಯಕಚೇರಿಯನ್ನು, ರಾಜ್ಯದಾದ್ಯಂತ ಇಲಾಖೆಗಳೊಂದಿಗೆ ಸಂಪರ್ಕ ಕಚೇರಿಯನ್ನು ತೆರೆಯಲಾಗುವುದು, ಈಗಾಗಲೇ ಪ್ರಸ್ತುತ 250 ಜನ ಸದಸ್ಯರಿದ್ದು, ಈ ಸಂಖ್ಯೆಯನ್ನು 10 ಸಾವಿರಕ್ಕೆ ಹೆಚ್ಚಿಸುವ ಗುರಿ ಹೊಂದಲಾಗಿದೆ ಎಂದು ಸಂತೋಷ ಕುಮಾರ್ ತಿಳಿಸಿದರು. ಉದ್ದಿಮೆದಾರರಿಗೆ ಬಂಡವಾಳದೊಂದಿಗೆ ಡಿಜಿಟಲ್ ರೀತಿ, ಪರವಾನಗಿ, ಉತ್ಪಾದನಾ ಕಚ್ಚಾ ವಸ್ತು, ತಂತ್ರಜ್ಞಾನ, [334, 2043, 628, 2245]
article3-text-plain1: ತುಮಕೂರು : ತುಮಕೂರು ಉಪ ವಿಭಾಗದಲ್ಲಿಂದು [35, 1331, 243, 1345]
child-labour-rescue-photo [44, 1097, 392, 1322]
article4-col3: ಕುರಿತು ಮಾತನಾಡುವುದು ಸಾಧ್ಯವಾಗಿದ್ದಾರೆ ಕುರಿತು ಮಾತಾಡುವುದು ಸಾಧ್ಯವಾಗಿದ್ದೂ ಪ್ರಸ್ತುತ ಸನ್ನಿವೇಶದಲ್ಲಿ ತನ್ನದೇಹದ ಬಗ್ಗೆ ಭಾವನೆಗಳ ಬಗ್ಗೆ ಹೆಣ್ಣು ಮುಕ್ತವಾಗಿ ಮಾತನಾಡುವುದು ಆಸ್ಪದವಾಗಬೇಕು. ಇದರಿಂದ ಅನೇಕ ಟ್ರೋಲ್‌ಗಳನ್ನು ಹೆಣ್ಣು ಮಕ್ಕಳು ಈಗಲೂ ಎದುರಿಸಬೇಕಾಗಿರುವುದು ವಿಷಾದನೀಯ. ಅಲ್ಲದೆ ಮಾನ ಸಂಬಂಧಿತ ಸಂಬಂಧಗಳ ಬಗ್ಗೆ ಸೂಕ್ಷ್ಮವಾಗಿ ನೋಡುವ ಮನಸ್ಥಿತಿ ಬೆಳೆಯಬೇಕಾಗಿದೆ. ಇಲ್ಲಿನ ಕಥೆಗಳು ಸಕಾರಾತ್ಮಕ ಸಮಾಜವನ್ನು ಕಟ್ಟುತ್ತಾ ಅನುಭವವನ್ನು ಕಟ್ಟಿಕೊಡುತ್ತವೆ ಎಂದರು. ಕಾರ್ಯಕ್ರಮದ ಅಧ್ಯಕ್ಷತೆ ವಹಿಸಿದ್ದ ಮಲ್ಲಿಕಾ ಬಸವರಾಜು ಅವರು "ಸಾಮಾಜಿಕ ಒತ್ತಡಗಳು ಸಹ ಗಂಡನ್ನು ಮಾನವೀಯತೆಯಿಂದ ದೂರವಾಗಿಸಿ, ಹೆಣ್ಣು ಮಕ್ಕಳಿಗೆ ಗಂಡಾಳ್ವಿಕೆಯನ್ನು ಮುಂದುವರೆಸುವ ಕ್ರೌರ್ಯವನ್ನು ಇಲ್ಲಿನ ಕಥೆಗಳು ಸೂಕ್ಷ್ಮವಾಗಿ ತೆರೆದಿಡುತ್ತವೆ. ತುಮಕೂರಿನ ಕಥೆಗಾರರು ಕಥೆಗಳ ಬಗ್ಗೆ ಹೀಗೆ ಹಿಡಿಯಲಿ" ಎಂದು ಹೇಳಿದರು. ಇಂದು ತುಮಕೂರಿನ ಕಥೆಗಾರರ ಪ್ರಾಮುಖ್ಯತೆಯನ್ನು ತಿಳಿಸಿದರು. [940, 1367, 1203, 1625]
ad-contact-box [35, 937, 402, 1030]
lamp-lighting-photo [35, 451, 580, 706]
article4-headline: ಅನಂತ ಮೂರ್ತಿ ಆರಂಭಿಸಿದ ಚಲನೆಬಾನುರಿಂದ ಪೂರ್ಣ [408, 940, 1303, 996]
ad-line1: ತುಮಕೂರು ಮಿತ್ರ ಕನ್ನಡ ದಿನಪತ್ರಿಕೆ [114, 946, 322, 968]
article1-col1: ಹುಳಿಯಾರು: ಹುಳಿಯಾರಿನ ಕೇಶವ ವಿದ್ಯಾಮಂದಿರ ಪ್ರಾಥಮಿಕ ಪಾಠಶಾಲೆಯಲ್ಲಿ ವಿದ್ಯಾರ್ಥಿಗಳಿಂದ ಹಸುರಿನ ಚಿತ್ರವನ್ನು ಬರೆಸುವ ಮೂಲಕ ಹಸುರಿನ ಅರಿವನ್ನು ಮೂಡಿಸಲಾಯಿತು. ಶಿಕ್ಷಕರಾದ ಶ್ರೀನಿವಾಸ ಗುರೂಜಿ ಮಾತನಾಡಿ ಪ್ರಕೃತಿ ಜಗತ್ತಿನಲ್ಲಿ ಮಾನವ ಅಭಿವೃದ್ಧಿ ಹೆಸರಿನಲ್ಲಿ ಪರಿಸರವನ್ನು ನಾಶ ಮಾಡುತ್ತಿದ್ದಾನೆ. ಇದರಿಂದ ಪ್ರಾಣಿಗಳ ಜೀವ ರಕ್ಷಣೆಗೆ ಹಾನಿ ಉಂಟಾಗುತ್ತಿದೆ. ಜಲಮಾಲಿನ್ಯ ವಾಯುಮಾಲಿನ್ಯ ಮಣ್ಣಿನಮಾಲಿನ್ಯ [35, 715, 303, 822]
brand-tag: ಕನ್ನಡ ದಿನಪತ್ರಿಕೆ [185, 23, 262, 41]
article1-headline: ಖಾಲಿ ಇರುವ ಸ್ಥಾನಗಳಿಗೆ ಅರ್ಜಿ ಆಹ್ವಾನ [35, 60, 419, 93]
masthead-divider [30, 50, 1483, 52]
ad-phone[interactable]: 9060001842 [139, 999, 297, 1026]
article2-photo [879, 114, 1483, 533]
article3-headline: ಕಿಶೋರ ಕಾರ್ಮಿಕರ ರಕ್ಷಣೆ [35, 1039, 297, 1074]
page-number: Page: 2 [1431, 20, 1483, 38]
article6-photo [979, 1806, 1455, 2116]
